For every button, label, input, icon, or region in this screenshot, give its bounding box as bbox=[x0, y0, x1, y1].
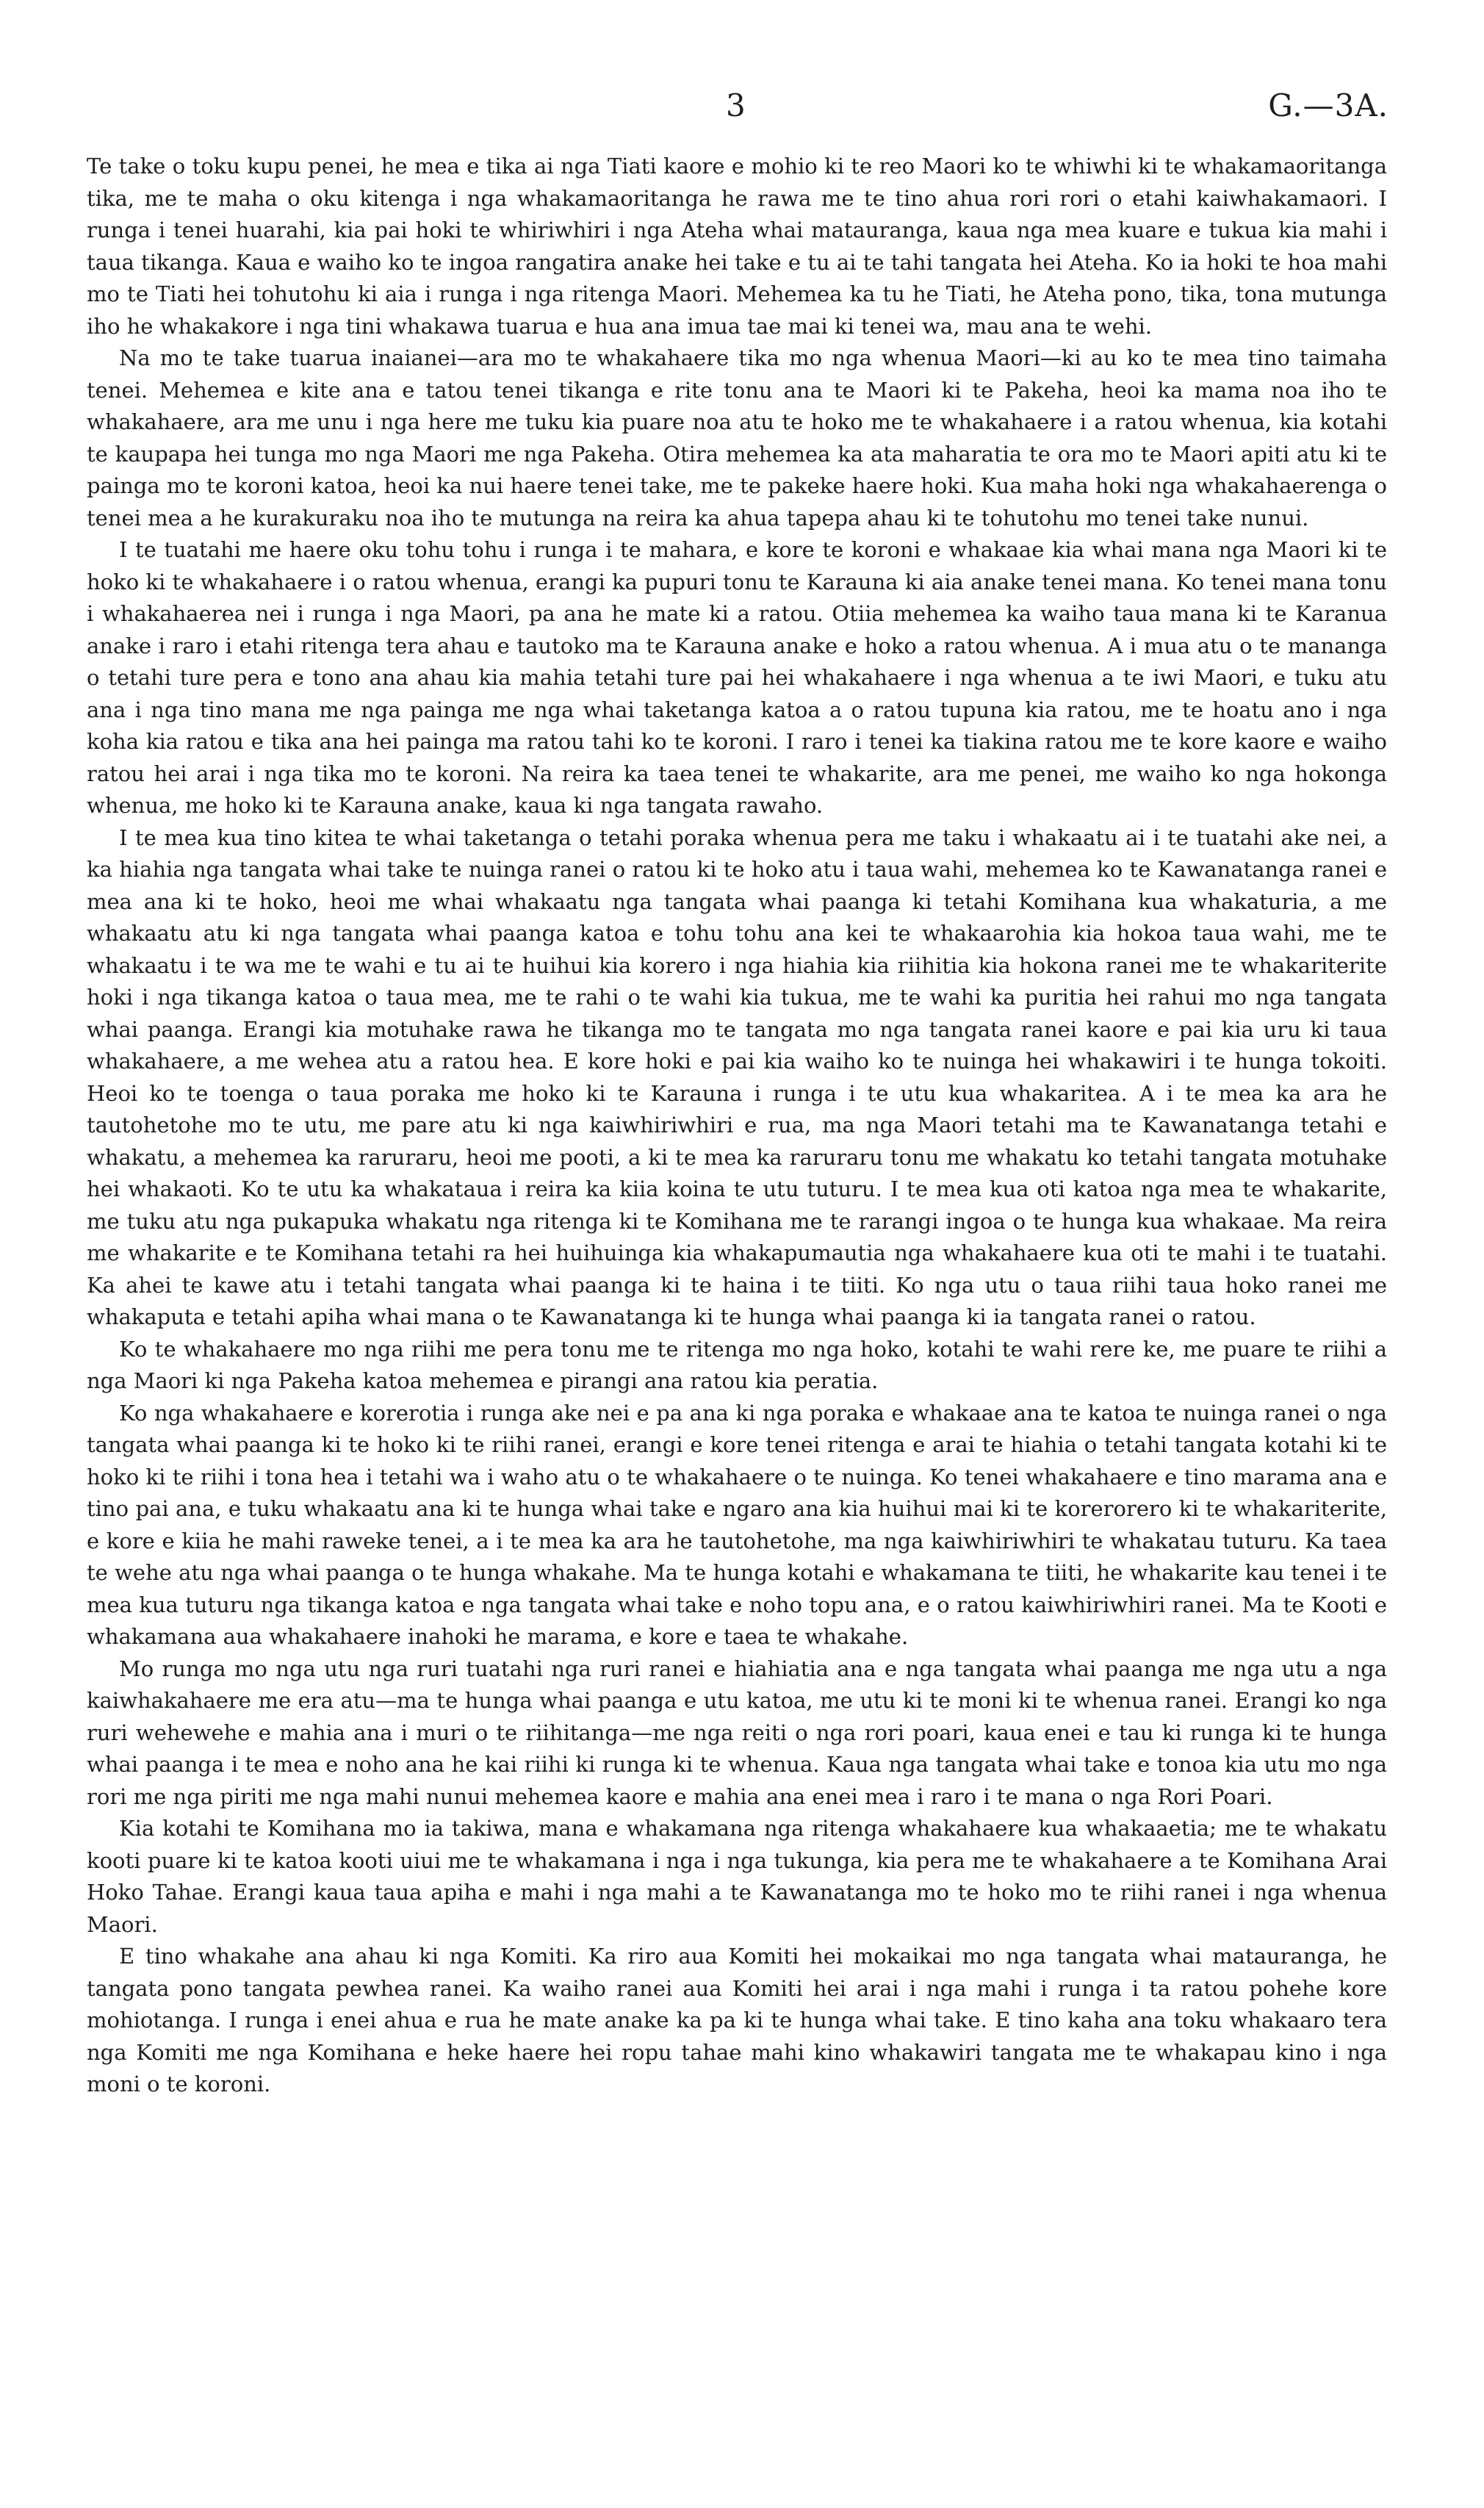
paragraph-6: Ko nga whakahaere e korerotia i runga ake nei e pa ana ki nga poraka e whakaae ana te katoa te nuinga ranei o nga tangata whai paanga ki te hoko ki te riihi ranei, erangi e kore tenei ritenga e arai te hiahia o tetahi tangata kotahi ki te hoko ki te riihi i tona hea i tetahi wa i waho atu o te whakahaere o te nuinga. Ko tenei whakahaere e tino marama ana e tino pai ana, e tuku whakaatu ana ki te hunga whai take e ngaro ana kia huihui mai ki te korerorero ki te whakariterite, e kore e kiia he mahi raweke tenei, a i te mea ka ara he tautohetohe, ma nga kaiwhiriwhiri te whakatau tuturu. Ka taea te wehe atu nga whai paanga o te hunga whakahe. Ma te hunga kotahi e whakamana te tiiti, he whakarite kau tenei i te mea kua tuturu nga tikanga katoa e nga tangata whai take e noho topu ana, e o ratou kaiwhiriwhiri ranei. Ma te Kooti e whakamana aua whakahaere inahoki he marama, e kore e taea te whakahe. bbox=[87, 1400, 1387, 1649]
document-code: G.—3A. bbox=[1268, 87, 1388, 123]
page-number: 3 bbox=[726, 87, 746, 123]
document-body bbox=[87, 151, 1387, 2101]
page-header bbox=[0, 87, 1484, 131]
paragraph-4: I te mea kua tino kitea te whai taketanga o tetahi poraka whenua pera me taku i whakaatu ai i te tuatahi ake nei, a ka hiahia nga tangata whai take te nuinga ranei o ratou ki te hoko atu i taua wahi, mehemea ko te Kawanatanga ranei e mea ana ki te hoko, heoi me whai whakaatu nga tangata whai paanga ki tetahi Komihana kua whakaturia, a me whakaatu atu ki nga tangata whai paanga katoa e tohu tohu ana kei te whakaarohia kia hokoa taua wahi, me te whakaatu i te wa me te wahi e tu ai te huihui kia korero i nga hiahia kia riihitia kia hokona ranei me te whakariterite hoki i nga tikanga katoa o taua mea, me te rahi o te wahi kia tukua, me te wahi ka puritia hei rahui mo nga tangata whai paanga. Erangi kia motuhake rawa he tikanga mo te tangata mo nga tangata ranei kaore e pai kia uru ki taua whakahaere, a me wehea atu a ratou hea. E kore hoki e pai kia waiho ko te nuinga hei whakawiri i te hunga tokoiti. Heoi ko te toenga o taua poraka me hoko ki te Karauna i runga i te utu kua whakaritea. A i te mea ka ara he tautohetohe mo te utu, me pare atu ki nga kaiwhiriwhiri e rua, ma nga Maori tetahi ma te Kawanatanga tetahi e whakatu, a mehemea ka raruraru, heoi me pooti, a ki te mea ka raruraru tonu me whakatu ko tetahi tangata motuhake hei whakaoti. Ko te utu ka whakataua i reira ka kiia koina te utu tuturu. I te mea kua oti katoa nga mea te whakarite, me tuku atu nga pukapuka whakatu nga ritenga ki te Komihana me te rarangi ingoa o te hunga kua whakaae. Ma reira me whakarite e te Komihana tetahi ra hei huihuinga kia whakapumautia nga whakahaere kua oti te mahi i te tuatahi. Ka ahei te kawe atu i tetahi tangata whai paanga ki te haina i te tiiti. Ko nga utu o taua riihi taua hoko ranei me whakaputa e tetahi apiha whai mana o te Kawanatanga ki te hunga whai paanga ki ia tangata ranei o ratou. bbox=[87, 824, 1387, 1329]
paragraph-3: I te tuatahi me haere oku tohu tohu i runga i te mahara, e kore te koroni e whakaae kia whai mana nga Maori ki te hoko ki te whakahaere i o ratou whenua, erangi ka pupuri tonu te Karauna ki aia anake tenei mana. Ko tenei mana tonu i whakahaerea nei i runga i nga Maori, pa ana he mate ki a ratou. Otiia mehemea ka waiho taua mana ki te Karanua anake i raro i etahi ritenga tera ahau e tautoko ma te Karauna anake e hoko a ratou whenua. A i mua atu o te mananga o tetahi ture pera e tono ana ahau kia mahia tetahi ture pai hei whakahaere i nga whenua a te iwi Maori, e tuku atu ana i nga tino mana me nga painga me nga whai taketanga katoa a o ratou tupuna kia ratou, me te hoatu ano i nga koha kia ratou e tika ana hei painga ma ratou tahi ko te koroni. I raro i tenei ka tiakina ratou me te kore kaore e waiho ratou hei arai i nga tika mo te koroni. Na reira ka taea tenei te whakarite, ara me penei, me waiho ko nga hokonga whenua, me hoko ki te Karauna anake, kaua ki nga tangata rawaho. bbox=[87, 537, 1387, 818]
paragraph-9: E tino whakahe ana ahau ki nga Komiti. Ka riro aua Komiti hei mokaikai mo nga tangata whai matauranga, he tangata pono tangata pewhea ranei. Ka waiho ranei aua Komiti hei arai i nga mahi i runga i ta ratou pohehe kore mohiotanga. I runga i enei ahua e rua he mate anake ka pa ki te hunga whai take. E tino kaha ana toku whakaaro tera nga Komiti me nga Komihana e heke haere hei ropu tahae mahi kino whakawiri tangata me te whakapau kino i nga moni o te koroni. bbox=[87, 1944, 1387, 2096]
paragraph-2: Na mo te take tuarua inaianei—ara mo te whakahaere tika mo nga whenua Maori—ki au ko te mea tino taimaha tenei. Mehemea e kite ana e tatou tenei tikanga e rite tonu ana te Maori ki te Pakeha, heoi ka mama noa iho te whakahaere, ara me unu i nga here me tuku kia puare noa atu te hoko me te whakahaere i a ratou whenua, kia kotahi te kaupapa hei tunga mo nga Maori me nga Pakeha. Otira mehemea ka ata maharatia te ora mo te Maori apiti atu ki te painga mo te koroni katoa, heoi ka nui haere tenei take, me te pakeke haere hoki. Kua maha hoki nga whakahaerenga o tenei mea a he kurakuraku noa iho te mutunga na reira ka ahua tapepa ahau ki te tohutohu mo tenei take nunui. bbox=[87, 345, 1387, 531]
paragraph-1: Te take o toku kupu penei, he mea e tika ai nga Tiati kaore e mohio ki te reo Maori ko te whiwhi ki te whakamaoritanga tika, me te maha o oku kitenga i nga whakamaoritanga he rawa me te tino ahua rori rori o etahi kaiwhakamaori. I runga i tenei huarahi, kia pai hoki te whiriwhiri i nga Ateha whai matauranga, kaua nga mea kuare e tukua kia mahi i taua tikanga. Kaua e waiho ko te ingoa rangatira anake hei take e tu ai te tahi tangata hei Ateha. Ko ia hoki te hoa mahi mo te Tiati hei tohutohu ki aia i runga i nga ritenga Maori. Mehemea ka tu he Tiati, he Ateha pono, tika, tona mutunga iho he whakakore i nga tini whakawa tuarua e hua ana imua tae mai ki tenei wa, mau ana te wehi. bbox=[87, 154, 1387, 339]
paragraph-5: Ko te whakahaere mo nga riihi me pera tonu me te ritenga mo nga hoko, kotahi te wahi rere ke, me puare te riihi a nga Maori ki nga Pakeha katoa mehemea e pirangi ana ratou kia peratia. bbox=[87, 1336, 1387, 1393]
paragraph-8: Kia kotahi te Komihana mo ia takiwa, mana e whakamana nga ritenga whakahaere kua whakaaetia; me te whakatu kooti puare ki te katoa kooti uiui me te whakamana i nga i nga tukunga, kia pera me te whakahaere a te Komihana Arai Hoko Tahae. Erangi kaua taua apiha e mahi i nga mahi a te Kawanatanga mo te hoko mo te riihi ranei i nga whenua Maori. bbox=[87, 1816, 1387, 1937]
paragraph-7: Mo runga mo nga utu nga ruri tuatahi nga ruri ranei e hiahiatia ana e nga tangata whai paanga me nga utu a nga kaiwhakahaere me era atu—ma te hunga whai paanga e utu katoa, me utu ki te moni ki te whenua ranei. Erangi ko nga ruri wehewehe e mahia ana i muri o te riihitanga—me nga reiti o nga rori poari, kaua enei e tau ki runga ki te hunga whai paanga i te mea e noho ana he kai riihi ki runga ki te whenua. Kaua nga tangata whai take e tonoa kia utu mo nga rori me nga piriti me nga mahi nunui mehemea kaore e mahia ana enei mea i raro i te mana o nga Rori Poari. bbox=[87, 1656, 1387, 1809]
